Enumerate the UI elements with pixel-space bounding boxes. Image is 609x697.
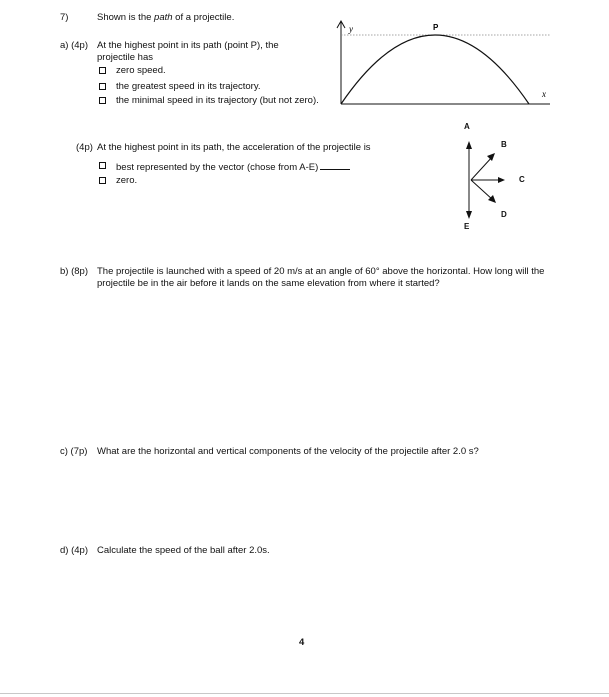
graph-x-label: x <box>542 89 546 99</box>
part-a-option-3: the minimal speed in its trajectory (but not zero). <box>116 95 319 106</box>
trajectory-curve <box>341 35 529 104</box>
part-a-option-1-checkbox[interactable] <box>99 67 106 74</box>
intro-emphasis: path <box>154 12 173 23</box>
page-number: 4 <box>299 637 305 648</box>
intro-post: of a projectile. <box>172 12 235 23</box>
part-a-question: At the highest point in its path (point P), the projectile has <box>97 40 279 63</box>
part-a2-option-1-text: best represented by the vector (chose from A-E) <box>116 162 319 173</box>
vector-e-arrowhead <box>466 211 472 219</box>
vector-label-d: D <box>501 210 507 219</box>
part-c-text: What are the horizontal and vertical components of the velocity of the projectile after 2.0 s? <box>97 446 479 457</box>
vector-label-a: A <box>464 122 470 131</box>
vector-b-arrowhead <box>487 153 495 161</box>
part-a-option-3-checkbox[interactable] <box>99 97 106 104</box>
part-a-option-1: zero speed. <box>116 65 166 76</box>
graph-y-label: y <box>349 24 353 34</box>
trajectory-graph <box>330 18 560 110</box>
part-d-text: Calculate the speed of the ball after 2.0s. <box>97 545 270 556</box>
answer-blank[interactable] <box>320 160 350 170</box>
part-a2-question: At the highest point in its path, the acceleration of the projectile is <box>97 142 371 153</box>
part-b-text: The projectile is launched with a speed of 20 m/s at an angle of 60° above the horizontal. How long will the projectile be in the air before it lands on the same elevation from where it started? <box>97 266 545 289</box>
intro-pre: Shown is the <box>97 12 155 23</box>
part-a-option-2: the greatest speed in its trajectory. <box>116 81 261 92</box>
part-c-label: c) (7p) <box>60 446 88 457</box>
part-a-option-2-checkbox[interactable] <box>99 83 106 90</box>
part-a2-option-1 <box>116 160 350 174</box>
question-number: 7) <box>60 12 69 23</box>
vector-c-arrowhead <box>498 177 505 183</box>
part-a2-option-1-checkbox[interactable] <box>99 162 106 169</box>
part-a-label: a) (4p) <box>60 40 88 51</box>
part-a2-option-2: zero. <box>116 175 138 186</box>
part-a2-label: (4p) <box>76 142 93 153</box>
vector-label-e: E <box>464 222 470 231</box>
bottom-divider <box>0 693 609 694</box>
vector-a-arrowhead <box>466 141 472 149</box>
vector-label-c: C <box>519 175 525 184</box>
part-a2-option-2-checkbox[interactable] <box>99 177 106 184</box>
part-b-label: b) (8p) <box>60 266 88 277</box>
graph-point-p-label: P <box>433 23 439 32</box>
vector-label-b: B <box>501 140 507 149</box>
vector-diagram <box>460 138 520 222</box>
question-intro <box>97 12 234 24</box>
vector-d <box>471 180 493 200</box>
vector-b <box>471 156 493 180</box>
part-d-label: d) (4p) <box>60 545 88 556</box>
